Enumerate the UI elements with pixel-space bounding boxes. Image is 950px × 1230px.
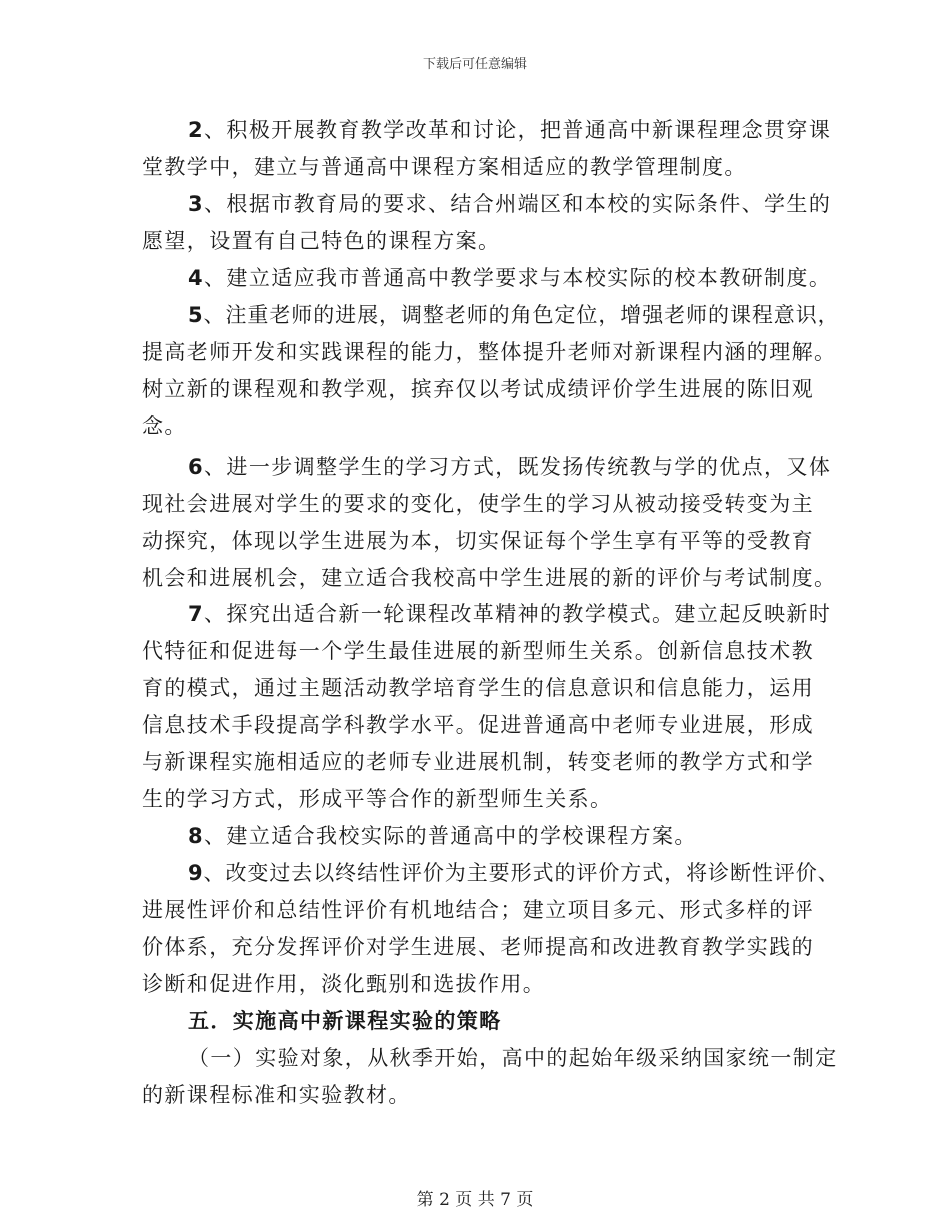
item-number: 2 [188, 118, 205, 142]
paragraph-6-line-2: 现社会进展对学生的要求的变化，使学生的学习从被动接受转变为主 [142, 492, 814, 516]
section-paragraph-line-1: （一）实验对象，从秋季开始，高中的起始年级采纳国家统一制定 [188, 1046, 838, 1070]
paragraph-text: 、改变过去以终结性评价为主要形式的评价方式，将诊断性评价、 [203, 861, 840, 885]
paragraph-7-line-3: 育的模式，通过主题活动教学培育学生的信息意识和信息能力，运用 [142, 676, 814, 700]
paragraph-2-line-1 [188, 117, 831, 143]
paragraph-4-line-1 [188, 265, 831, 291]
paragraph-3-line-1 [188, 191, 831, 217]
paragraph-6-line-4: 机会和进展机会，建立适合我校高中学生进展的新的评价与考试制度。 [142, 566, 837, 590]
item-number: 7 [188, 602, 205, 626]
paragraph-text: 、建立适应我市普通高中教学要求与本校实际的校本教研制度。 [204, 266, 832, 290]
page-header: 下载后可任意编辑 [422, 57, 527, 72]
item-number: 6 [188, 455, 205, 479]
paragraph-text: 、建立适合我校实际的普通高中的学校课程方案。 [204, 824, 697, 848]
paragraph-9-line-3: 价体系，充分发挥评价对学生进展、老师提高和改进教育教学实践的 [142, 935, 814, 959]
paragraph-9-line-4: 诊断和促进作用，淡化甄别和选拔作用。 [142, 972, 546, 996]
section-heading: 五．实施高中新课程实验的策略 [188, 1008, 502, 1033]
paragraph-7-line-2: 代特征和促进每一个学生最佳进展的新型师生关系。创新信息技术教 [142, 639, 814, 663]
paragraph-9-line-2: 进展性评价和总结性评价有机地结合；建立项目多元、形式多样的评 [142, 898, 814, 922]
page-footer: 第 2 页 共 7 页 [416, 1190, 534, 1210]
paragraph-7-line-6: 生的学习方式，形成平等合作的新型师生关系。 [142, 787, 613, 811]
paragraph-text: 、积极开展教育教学改革和讨论，把普通高中新课程理念贯穿课 [204, 118, 832, 142]
paragraph-text: 、进一步调整学生的学习方式，既发扬传统教与学的优点，又体 [204, 455, 832, 479]
paragraph-6-line-1 [188, 454, 831, 480]
item-number: 9 [188, 861, 204, 885]
paragraph-2-line-2: 堂教学中，建立与普通高中课程方案相适应的教学管理制度。 [142, 155, 747, 179]
item-number: 8 [188, 824, 205, 848]
paragraph-8-line-1 [188, 823, 697, 849]
paragraph-9-line-1 [188, 860, 840, 886]
paragraph-5-line-3: 树立新的课程观和教学观，摈弃仅以考试成绩评价学生进展的陈旧观 [142, 377, 814, 401]
paragraph-7-line-5: 与新课程实施相适应的老师专业进展机制，转变老师的教学方式和学 [142, 750, 814, 774]
paragraph-3-line-2: 愿望，设置有自己特色的课程方案。 [142, 229, 501, 253]
paragraph-text: 、探究出适合新一轮课程改革精神的教学模式。建立起反映新时 [204, 602, 832, 626]
paragraph-7-line-1 [188, 601, 831, 627]
paragraph-7-line-4: 信息技术手段提高学科教学水平。促进普通高中老师专业进展，形成 [142, 713, 814, 737]
item-number: 4 [188, 266, 205, 290]
paragraph-6-line-3: 动探究，体现以学生进展为本，切实保证每个学生享有平等的受教育 [142, 529, 814, 553]
paragraph-text: 、注重老师的进展，调整老师的角色定位，增强老师的课程意识， [203, 303, 840, 327]
paragraph-5-line-1 [188, 302, 840, 328]
item-number: 3 [188, 192, 205, 216]
item-number: 5 [188, 303, 204, 327]
paragraph-5-line-2: 提高老师开发和实践课程的能力，整体提升老师对新课程内涵的理解。 [142, 340, 837, 364]
paragraph-text: 、根据市教育局的要求、结合州端区和本校的实际条件、学生的 [204, 192, 832, 216]
section-paragraph-line-2: 的新课程标准和实验教材。 [142, 1083, 411, 1107]
paragraph-5-line-4: 念。 [142, 414, 187, 438]
